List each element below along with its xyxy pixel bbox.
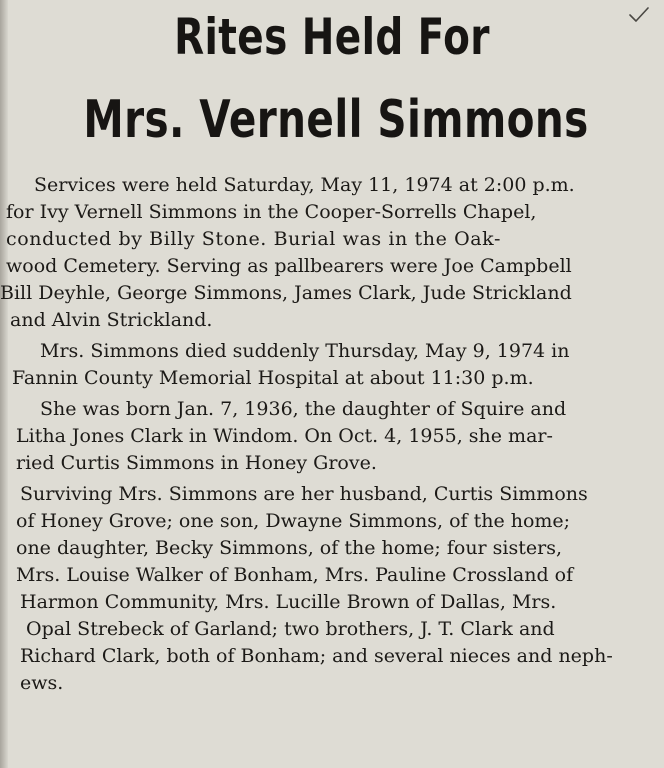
article-body [0, 172, 664, 697]
article-line: Services were held Saturday, May 11, 1974 at 2:00 p.m. [34, 174, 575, 196]
article-line: Litha Jones Clark in Windom. On Oct. 4, 1955, she mar- [16, 425, 553, 447]
article-line: wood Cemetery. Serving as pallbearers were Joe Campbell [6, 255, 572, 277]
paragraph-survivors [6, 481, 664, 697]
article-line: Richard Clark, both of Bonham; and several nieces and neph- [20, 645, 613, 667]
paragraph-services [0, 172, 664, 334]
article-line: Harmon Community, Mrs. Lucille Brown of Dallas, Mrs. [20, 591, 557, 613]
article-line: Surviving Mrs. Simmons are her husband, Curtis Simmons [20, 483, 588, 505]
article-line: and Alvin Strickland. [10, 309, 213, 331]
article-line: of Honey Grove; one son, Dwayne Simmons, of the home; [16, 510, 571, 532]
article-line: for Ivy Vernell Simmons in the Cooper-Sorrells Chapel, [6, 201, 537, 223]
headline-line-2: Mrs. Vernell Simmons [83, 90, 589, 150]
article-line: conducted by Billy Stone. Burial was in the Oak- [6, 228, 501, 250]
article-line: She was born Jan. 7, 1936, the daughter of Squire and [40, 398, 567, 420]
article-line: ried Curtis Simmons in Honey Grove. [16, 452, 377, 474]
paragraph-birth [6, 396, 664, 477]
paragraph-death [6, 338, 664, 392]
check-mark-icon [628, 6, 650, 24]
article-line: Opal Strebeck of Garland; two brothers, J. T. Clark and [26, 618, 555, 640]
headline-line-1: Rites Held For [174, 8, 490, 66]
article-line: Mrs. Louise Walker of Bonham, Mrs. Pauline Crossland of [16, 564, 574, 586]
article-line: Mrs. Simmons died suddenly Thursday, May 9, 1974 in [40, 340, 570, 362]
article-line: one daughter, Becky Simmons, of the home; four sisters, [16, 537, 563, 559]
article-line: ews. [20, 672, 64, 694]
article-line: Bill Deyhle, George Simmons, James Clark, Jude Strickland [0, 282, 572, 304]
article-line: Fannin County Memorial Hospital at about 11:30 p.m. [12, 367, 534, 389]
